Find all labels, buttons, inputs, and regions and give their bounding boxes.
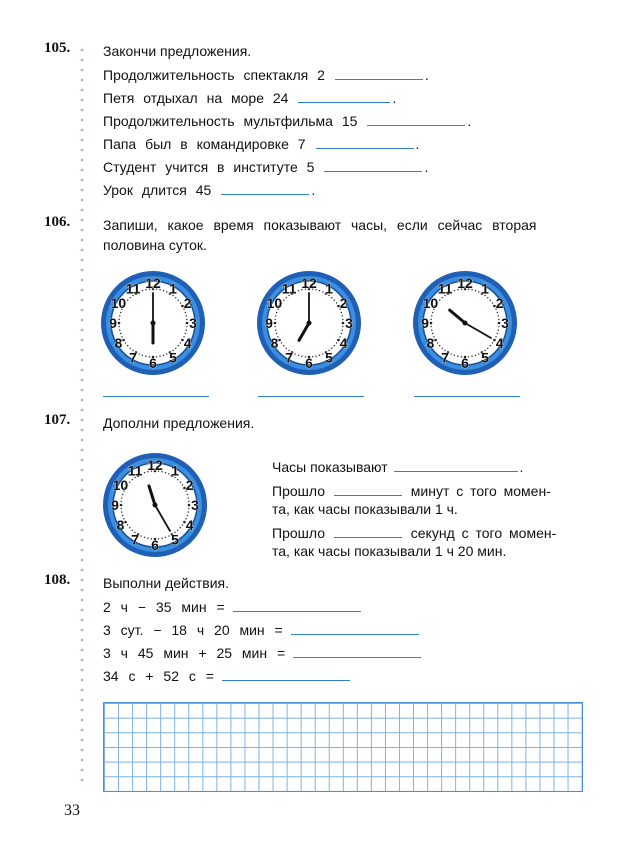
clock-tick [498,326,499,327]
clock-numeral: 1 [171,462,179,479]
clock-tick [342,319,343,320]
clock-numeral: 3 [345,315,353,331]
clock-numeral: 11 [125,280,141,297]
clock-tick [188,497,189,498]
clock-numeral: 1 [169,280,177,297]
exercise-105-line-text: Студент учится в институте 5 [103,159,315,175]
clock-tick [475,355,476,356]
exercise-108-line-text: 2 ч − 35 мин = [103,599,225,615]
clock-tick [432,333,433,334]
clock-center [307,321,312,326]
exercise-108-line [103,644,423,662]
clock-tick [166,353,167,354]
exercise-108-blank[interactable] [233,610,361,612]
clock-numeral: 11 [127,462,143,479]
clock-2 [254,268,364,378]
clock-tick [132,479,133,480]
clock-tick [336,342,337,343]
clock-tick [439,300,440,301]
clock-tick [283,345,284,346]
clock-numeral: 6 [461,355,469,371]
clock-tick [186,322,189,325]
sentence-3 [272,524,556,542]
clock-tick [130,297,131,298]
clock-tick [315,356,316,357]
answer-line-clock-2[interactable] [258,396,364,397]
clock-numeral: 6 [149,355,157,371]
sentence-3-cont: та, как часы показывали 1 ч 20 мин. [272,543,507,559]
clock-tick [175,297,176,298]
clock-numeral: 10 [112,477,129,493]
exercise-105-line-text: Папа был в командировке 7 [103,136,306,152]
clock-tick [276,333,277,334]
clock-numeral: 3 [191,497,199,513]
exercise-105-line-text: Продолжительность спектакля 2 [103,67,325,83]
clock-tick [118,319,119,320]
clock-tick [434,339,437,342]
page-number: 33 [64,802,80,819]
clock-numeral: 3 [189,315,197,331]
exercise-108-title: Выполни действия. [103,575,229,591]
clock-tick [187,494,188,495]
clock-numeral: 8 [116,517,125,533]
clock-tick [286,297,287,298]
clock-center [153,503,158,508]
clock-numeral: 5 [169,349,177,366]
clock-tick [283,300,284,301]
clock-numeral: 2 [185,477,194,493]
exercise-108-line-text: 34 с + 52 с = [103,668,214,684]
clock-numeral: 8 [270,335,279,351]
clock-tick [186,329,187,330]
clock-tick [431,329,432,330]
clock-tick [454,355,455,356]
clock-tick [119,329,120,330]
clock-tick [437,342,438,343]
exercise-105-blank[interactable] [298,101,390,103]
clock-tick [120,333,121,334]
clock-tick [274,326,275,327]
clock-tick [278,339,281,342]
clock-tick [334,345,335,346]
clock-tick [331,297,332,298]
clock-tick [432,312,433,313]
clock-tick [281,342,282,343]
clock-tick [129,527,130,528]
clock-center [463,321,468,326]
clock-tick [161,538,162,539]
clock-tick [475,290,476,291]
clock-tick [127,345,128,346]
clock-tick [478,353,479,354]
clock-numeral: 6 [151,537,159,553]
exercise-105-line-text: Урок длится 45 [103,182,212,198]
clock-tick [120,501,121,502]
clock-tick [165,472,166,473]
clock-tick [341,333,342,334]
exercise-105-blank[interactable] [316,147,414,149]
clock-tick [125,342,126,343]
exercise-106-number: 106. [44,214,71,230]
exercise-105-line-text: Петя отдыхал на море 24 [103,90,289,106]
clock-tick [142,290,143,291]
exercise-108-blank[interactable] [222,679,350,681]
clock-tick [430,319,431,320]
clock-numeral: 7 [441,349,449,366]
clock-tick [180,482,181,483]
exercise-105-line: Студент учится в институте 5 . [103,159,429,175]
clock-tick [334,300,335,301]
clock-tick [122,494,123,495]
clock-tick [182,524,183,525]
answer-line-clock-1[interactable] [103,396,209,397]
clock-numeral: 12 [457,275,473,291]
clock-tick [341,312,342,313]
exercise-106-line1: Запиши, какое время показывают часы, если сейчас вторая [103,217,537,233]
clock-tick [159,356,160,357]
clock-tick [439,345,440,346]
clock-tick [127,300,128,301]
clock-numeral: 9 [265,315,273,331]
sentence-2-cont: та, как часы показывали 1 ч. [272,501,458,517]
clock-1 [98,268,208,378]
clock-tick [138,353,139,354]
clock-tick [186,326,187,327]
clock-numeral: 7 [131,531,139,548]
clock-tick [497,333,498,334]
clock-tick [342,315,343,316]
clock-tick [188,511,189,512]
sentence-2-text-a: Прошло [272,483,325,499]
answer-line-clock-3[interactable] [414,396,520,397]
clock-tick [342,329,343,330]
clock-numeral: 3 [501,315,509,331]
grid-workspace[interactable] [103,702,583,792]
clock-numeral: 9 [111,497,119,513]
clock-numeral: 2 [339,295,348,311]
sentence-3-blank[interactable] [334,536,402,538]
clock-tick [342,326,343,327]
exercise-105-line: Урок длится 45 . [103,182,316,198]
clock-tick [322,291,323,292]
clock-tick [163,290,164,291]
clock-tick [322,353,323,354]
clock-tick [168,473,169,474]
clock-tick [178,345,179,346]
clock-tick [454,290,455,291]
margin-dots [80,45,84,785]
clock-tick [498,315,499,316]
exercise-105-line: Петя отдыхал на море 24 . [103,90,397,106]
clock-numeral: 1 [325,280,333,297]
clock-numeral: 7 [129,349,137,366]
clock-numeral: 4 [185,517,194,533]
clock-tick [490,300,491,301]
clock-tick [430,322,433,325]
clock-tick [118,322,121,325]
exercise-105-line: Продолжительность мультфильма 15 . [103,113,472,129]
clock-tick [119,315,120,316]
clock-tick [186,319,187,320]
clock-numeral: 12 [147,457,163,473]
clock-tick [274,322,277,325]
clock-tick [294,353,295,354]
clock-tick [147,538,148,539]
clock-tick [122,339,125,342]
exercise-105-blank[interactable] [335,78,423,80]
clock-numeral: 2 [183,295,192,311]
clock-tick [144,472,145,473]
clock-tick [180,527,181,528]
clock-tick [431,315,432,316]
exercise-108-line [103,621,421,639]
clock-tick [319,355,320,356]
clock-tick [186,315,187,316]
clock-tick [187,515,188,516]
clock-tick [185,312,186,313]
sentence-1: Часы показывают . [272,459,524,475]
clock-tick [121,511,122,512]
clock-3 [410,268,520,378]
sentence-2-blank[interactable] [334,494,402,496]
clock-tick [450,353,451,354]
clock-tick [298,355,299,356]
clock-tick [118,326,119,327]
clock-numeral: 5 [481,349,489,366]
clock-numeral: 9 [109,315,117,331]
exercise-105-blank[interactable] [324,170,422,172]
sentence-3-text-b: секунд с того момен- [410,525,557,541]
exercise-108-blank[interactable] [293,656,421,658]
exercise-108-line [103,667,352,685]
clock-tick [145,356,146,357]
clock-numeral: 12 [301,275,317,291]
clock-numeral: 12 [145,275,161,291]
clock-tick [127,524,128,525]
clock-tick [336,302,337,303]
clock-numeral: 7 [285,349,293,366]
clock-tick [144,537,145,538]
clock-tick [319,290,320,291]
clock-tick [177,479,178,480]
clock-tick [188,508,189,509]
clock-tick [275,315,276,316]
clock-tick [498,329,499,330]
clock-tick [442,297,443,298]
sentence-1-text: Часы показывают [272,459,388,475]
clock-tick [492,342,493,343]
clock-numeral: 5 [171,531,179,548]
clock-tick [275,329,276,330]
clock-tick [185,333,186,334]
clock-numeral: 10 [422,295,439,311]
clock-tick [120,312,121,313]
clock-numeral: 10 [266,295,283,311]
clock-tick [487,297,488,298]
sentence-2-text-b: минут с того момен- [410,483,551,499]
exercise-107-title: Дополни предложения. [103,415,255,431]
clock-tick [298,290,299,291]
clock-numeral: 11 [281,280,297,297]
clock-center [151,321,156,326]
clock-tick [121,497,122,498]
clock-numeral: 4 [495,335,504,351]
exercise-107-number: 107. [44,412,71,428]
clock-tick [166,291,167,292]
clock-tick [342,322,345,325]
clock-tick [430,326,431,327]
exercise-108-line-text: 3 ч 45 мин + 25 мин = [103,645,286,661]
clock-tick [188,504,191,507]
clock-tick [492,302,493,303]
exercise-108-line-text: 3 сут. − 18 ч 20 мин = [103,622,283,638]
clock-tick [471,356,472,357]
clock-tick [163,355,164,356]
clock-tick [497,312,498,313]
exercise-105-line: Папа был в командировке 7 . [103,136,420,152]
clock-4 [100,450,210,560]
clock-tick [178,300,179,301]
exercise-108-line [103,598,363,616]
clock-tick [182,484,183,485]
clock-tick [301,356,302,357]
exercise-105-line-text: Продолжительность мультфильма 15 [103,113,358,129]
clock-tick [498,322,501,325]
clock-tick [276,312,277,313]
clock-numeral: 4 [183,335,192,351]
exercise-108-blank[interactable] [291,633,419,635]
exercise-106-line2: половина суток. [103,237,207,253]
exercise-105-line: Продолжительность спектакля 2 . [103,67,429,83]
exercise-105-blank[interactable] [367,124,465,126]
clock-tick [165,537,166,538]
sentence-1-blank[interactable] [394,470,518,472]
clock-tick [142,355,143,356]
clock-tick [457,356,458,357]
clock-tick [274,319,275,320]
clock-numeral: 9 [421,315,429,331]
clock-tick [188,501,189,502]
clock-tick [490,345,491,346]
clock-numeral: 8 [426,335,435,351]
clock-numeral: 6 [305,355,313,371]
clock-numeral: 2 [495,295,504,311]
clock-tick [129,482,130,483]
clock-numeral: 5 [325,349,333,366]
clock-numeral: 1 [481,280,489,297]
sentence-3-text-a: Прошло [272,525,325,541]
clock-tick [478,291,479,292]
clock-numeral: 11 [437,280,453,297]
exercise-108-number: 108. [44,572,71,588]
clock-tick [180,342,181,343]
sentence-2 [272,482,551,500]
clock-numeral: 8 [114,335,123,351]
exercise-105-blank[interactable] [221,193,309,195]
exercise-105-title: Закончи предложения. [103,43,252,59]
clock-numeral: 4 [339,335,348,351]
clock-tick [120,504,123,507]
clock-tick [180,302,181,303]
clock-numeral: 10 [110,295,127,311]
clock-tick [498,319,499,320]
exercise-105-number: 105. [44,40,71,56]
clock-tick [120,508,121,509]
clock-tick [140,535,141,536]
clock-tick [124,521,127,524]
clock-tick [168,535,169,536]
clock-tick [122,515,123,516]
